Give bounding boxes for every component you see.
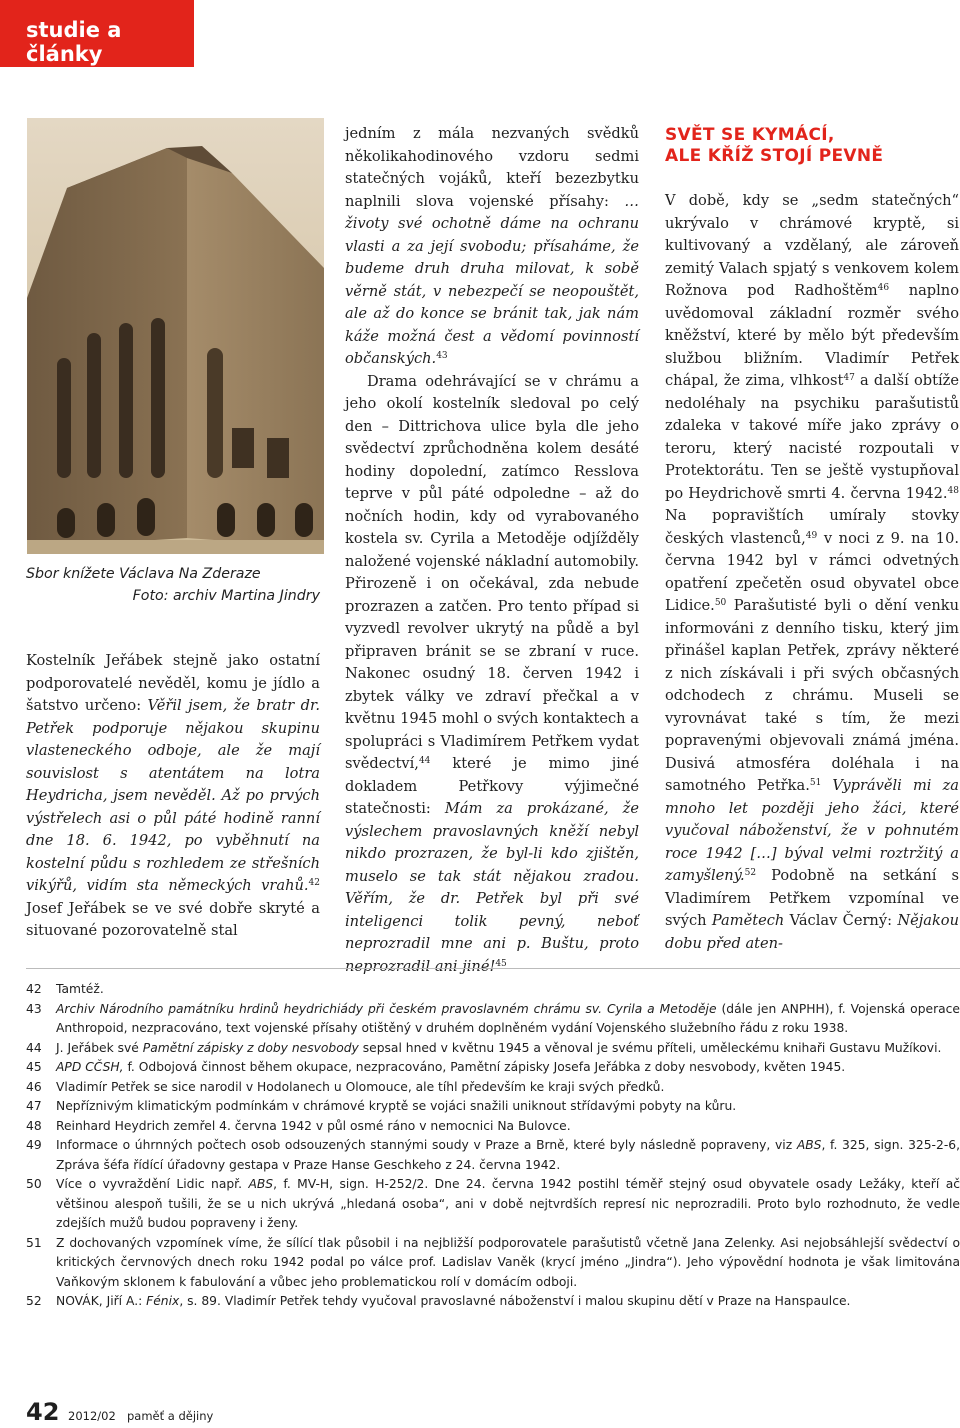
paragraph: V době, kdy se „sedm statečných“ ukrývalo v chrámové kryptě, si kultivovaný a vzdělaný, ale zároveň zemitý Valach spjatý s venkovem kolem Rožnova pod Radhoštěm$^{46}$ naplno uvědomoval základní rozměr svého kněžství, které by mělo být především službou bližním. Vladimír Petřek chápal, že zima, vlhkost$^{47}$ a další obtíže nedoléhaly na psychiku parašutistů zdaleka v takové míře jako zprávy o teroru, který nacisté rozpoutali v Protektorátu. Ten se ještě vystupňoval po Heydrichově smrti 4. června 1942.48 Na popravištích umíraly stovky českých vlastenců,$^{49}$ v noci z 9. na 10. června 1942 byl v rámci odvetných opatření zpečetěn osud obyvatel obce Lidice.$^{50}$ Parašutisté byli o dění venku informováni z denního tisku, který jim přinášel kaplan Petřek, zprávy některé z nich získávali i při svých občasných odchodech z chrámu. Museli se vyrovnávat také s tím, že mezi popravenými objevovali známá jména. Dusivá atmosféra doléhala i na samotného Petřka.$^{51}$ Vyprávěli mi za mnoho let později jeho žáci, které vyučoval náboženství, že v pohnutém roce 1942 […] býval velmi roztržitý a zamyšlený.$^{52}$ Podobně na setkání s Vladimírem Petřkem vzpomínal ve svých Pamětech Václav Černý: Nějakou dobu před aten-	[665, 192, 960, 952]
footnote: 49 Informace o úhrnných počtech osob odsouzených stannými soudy v Praze a Brně, které byly následně popraveny, viz ABS, f. 325, sign. 325-2-6, Zpráva šéfa řídící úřadovny gestapa v Praze Hanse Geschkeho z 24. června 1942.	[26, 1138, 960, 1172]
footnote: 51 Z dochovaných vzpomínek víme, že sílící tlak působil i na nejbližší podporovatele parašutistů včetně Jana Zelenky. Asi nejobsáhlejší svědectví o kritických červnových dnech roku 1942 podal po válce prof. Ladislav Vaněk (krycí jméno „Jindra“). Jeho výpovědní hodnota je však limitována Vaňkovým sklonem k fabulování a vůbec jeho problematickou rolí v domácím odboji.	[26, 1235, 960, 1289]
footnote: 50 Více o vyvraždění Lidic např. ABS, f. MV-H, sign. H-252/2. Dne 24. června 1942 postihl téměř stejný osud obyvatele osady Ležáky, kteří ač většinou alespoň tušili, že se u nich ukrývá „hledaná osoba“, ani v době nejtvrdších represí nic neprozradili. Proto bylo rozhodnuto, že vedle zdejších mužů budou popraveny i ženy.	[26, 1177, 960, 1230]
article-column-2	[345, 123, 639, 978]
footnote: 52 NOVÁK, Jiří A.: Fénix, s. 89. Vladimír Petřek tehdy vyučoval pravoslavné náboženství i malou skupinu dětí v Praze na Hanspaulce.	[26, 1294, 851, 1308]
page-footer	[26, 1398, 426, 1424]
section-heading: SVĚT SE KYMÁCÍ, ALE KŘÍŽ STOJÍ PEVNĚ	[665, 125, 884, 166]
church-illustration	[27, 118, 324, 554]
footnote: 46 Vladimír Petřek se sice narodil v Hodolanech u Olomouce, ale tíhl především ke kraji svých předků.	[26, 1079, 665, 1094]
footnote: 43 Archiv Národního památníku hrdinů heydrichiády při českém pravoslavném chrámu sv. Cyrila a Metoděje (dále jen ANPHH), f. Vojenská operace Anthropoid, nezpracováno, text vojenské přísahy otištěný v druhém doplněném vydání Vojenského služebního řádu z roku 1938.	[26, 1001, 960, 1035]
footnotes	[26, 980, 960, 1312]
section-tab: studie a články	[0, 0, 194, 67]
footnote: 48 Reinhard Heydrich zemřel 4. června 1942 v půl osmé ráno v nemocnici Na Bulovce.	[26, 1118, 571, 1133]
footnote: 47 Nepříznivým klimatickým podmínkám v chrámové kryptě se vojáci snažili uniknout střídavými pobyty na kůru.	[26, 1099, 737, 1113]
magazine-title: paměť a dějiny	[127, 1409, 214, 1423]
footnote: 45 APD CČSH, f. Odbojová činnost během okupace, nezpracováno, Pamětní zápisky Josefa Jeřábka z doby nesvobody, květen 1945.	[26, 1060, 846, 1074]
photo-caption	[26, 563, 320, 607]
photo-credit: Foto: archiv Martina Jindry	[132, 588, 320, 604]
footnote-divider	[26, 968, 960, 969]
footnote: 44 J. Jeřábek své Pamětní zápisky z doby nesvobody sepsal hned v květnu 1945 a věnoval je svému příteli, uměleckému knihaři Gustavu Mužíkovi.	[26, 1040, 942, 1055]
article-column-1	[26, 650, 320, 943]
paragraph: jedním z mála nezvaných svědků několikahodinového vzdoru sedmi statečných vojáků, kteří bezezbytku naplnili slova vojenské přísahy: … životy své ochotně dáme na ochranu vlasti a za její svobodu; přísaháme, že budeme druh druha milovat, k sobě věrně stát, v nebezpečí se neopouštět, ale až do konce se bránit tak, jak nám káže možná čest a vědomí povinností občanských.$^{43}$	[345, 125, 639, 367]
paragraph: Kostelník Jeřábek stejně jako ostatní podporovatelé nevěděl, komu je jídlo a šatstvo určeno: Věřil jsem, že bratr dr. Petřek podporuje nějakou skupinu vlasteneckého odboje, ale že mají souvislost s atentátem na lotra Heydricha, jsem nevěděl. Až po prvých výstřelech asi o půl páté hodině ranní dne 18. 6. 1942, po vyběhnutí na kostelní půdu s rozhledem ze střešních vikýřů, vidím sta německých vrahů.$^{42}$ Josef Jeřábek se ve své dobře skryté a situované pozorovatelně stal	[26, 652, 320, 939]
footnote: 42 Tamtéž.	[26, 982, 104, 996]
article-column-3	[665, 190, 959, 955]
paragraph: Drama odehrávající se v chrámu a jeho okolí kostelník sledoval po celý den – Dittrichova ulice byla dle jeho svědectví zprůchodněna kolem desáté hodiny dopolední, zatímco Resslova teprve v půl páté odpoledne – až do nočních hodin, kdy od vyrabovaného kostela sv. Cyrila a Metoděje odjížděly naložené vojenské nákladní automobily. Přirozeně i on očekával, zda nebude prozrazen a zatčen. Pro tento případ si vyzvedl revolver ukrytý na půdě a byl připraven bránit se se zbraní v ruce. Nakonec osudný 18. červen 1942 i zbytek války ve zdraví přečkal a v květnu 1945 mohl o svých kontaktech a spolupráci s Vladimírem Petřkem vydat svědectví,$^{44}$ které je mimo jiné dokladem Petřkovy výjimečné statečnosti: Mám za prokázané, že výslechem pravoslavných kněží nebyl nikdo prozrazen, že byl-li kdo zjištěn, muselo se tak stát nějakou zradou. Věřím, že dr. Petřek byl při své inteligenci tolik pevný, neboť neprozradil mne ani p. Buštu, proto neprozradil ani jiné!$^{45}$	[345, 372, 640, 975]
church-photo	[27, 118, 324, 554]
page-number: 42	[26, 1398, 60, 1426]
issue-number: 2012/02	[68, 1409, 116, 1423]
caption-title: Sbor knížete Václava Na Zderaze	[26, 566, 261, 582]
